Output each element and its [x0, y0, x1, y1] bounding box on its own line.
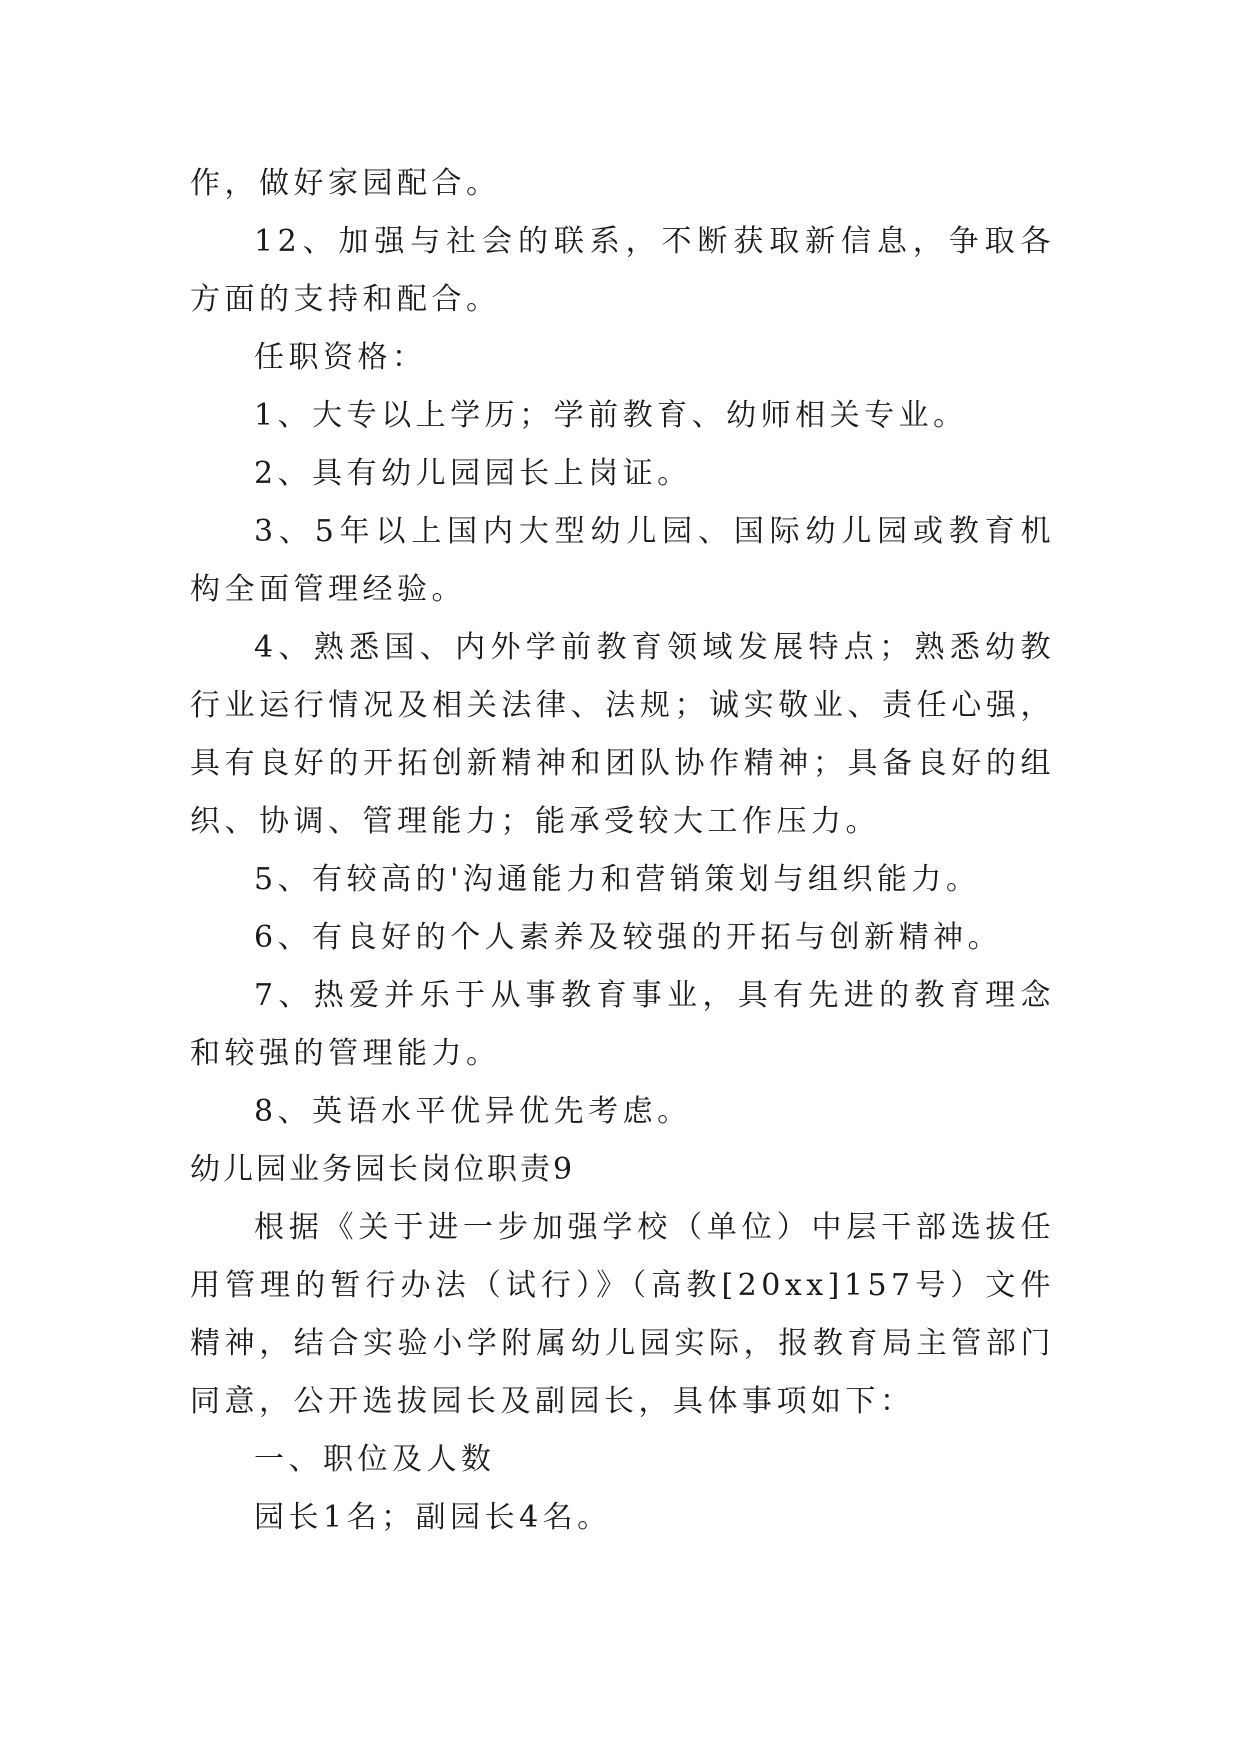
- section-title: 幼儿园业务园长岗位职责9: [190, 1152, 576, 1187]
- paragraph: 6、有良好的个人素养及较强的开拓与创新精神。: [254, 920, 1003, 955]
- paragraph: 8、英语水平优异优先考虑。: [254, 1094, 692, 1129]
- paragraph: 园长1名；副园长4名。: [254, 1500, 612, 1535]
- paragraph: 5、有较高的'沟通能力和营销策划与组织能力。: [254, 862, 981, 897]
- paragraph: 2、具有幼儿园园长上岗证。: [254, 456, 692, 491]
- paragraph: 4、熟悉国、内外学前教育领域发展特点；熟悉幼教行业运行情况及相关法律、法规；诚实敬业、责任心强，具有良好的开拓创新精神和团队协作精神；具备良好的组织、协调、管理能力；能承受较大工作压力。: [190, 630, 1055, 839]
- paragraph: 3、5年以上国内大型幼儿园、国际幼儿园或教育机构全面管理经验。: [190, 514, 1055, 607]
- paragraph: 一、职位及人数: [254, 1442, 496, 1477]
- paragraph: 7、热爱并乐于从事教育事业，具有先进的教育理念和较强的管理能力。: [190, 978, 1055, 1071]
- paragraph: 12、加强与社会的联系，不断获取新信息，争取各方面的支持和配合。: [190, 224, 1055, 317]
- paragraph: 根据《关于进一步加强学校（单位）中层干部选拔任用管理的暂行办法（试行）》（高教[20xx]157号）文件精神，结合实验小学附属幼儿园实际，报教育局主管部门同意，公开选拔园长及副园长，具体事项如下：: [190, 1210, 1055, 1419]
- paragraph: 1、大专以上学历；学前教育、幼师相关专业。: [254, 398, 968, 433]
- paragraph: 任职资格：: [254, 340, 427, 375]
- paragraph: 作，做好家园配合。: [190, 166, 501, 201]
- document-page: [190, 155, 1055, 1547]
